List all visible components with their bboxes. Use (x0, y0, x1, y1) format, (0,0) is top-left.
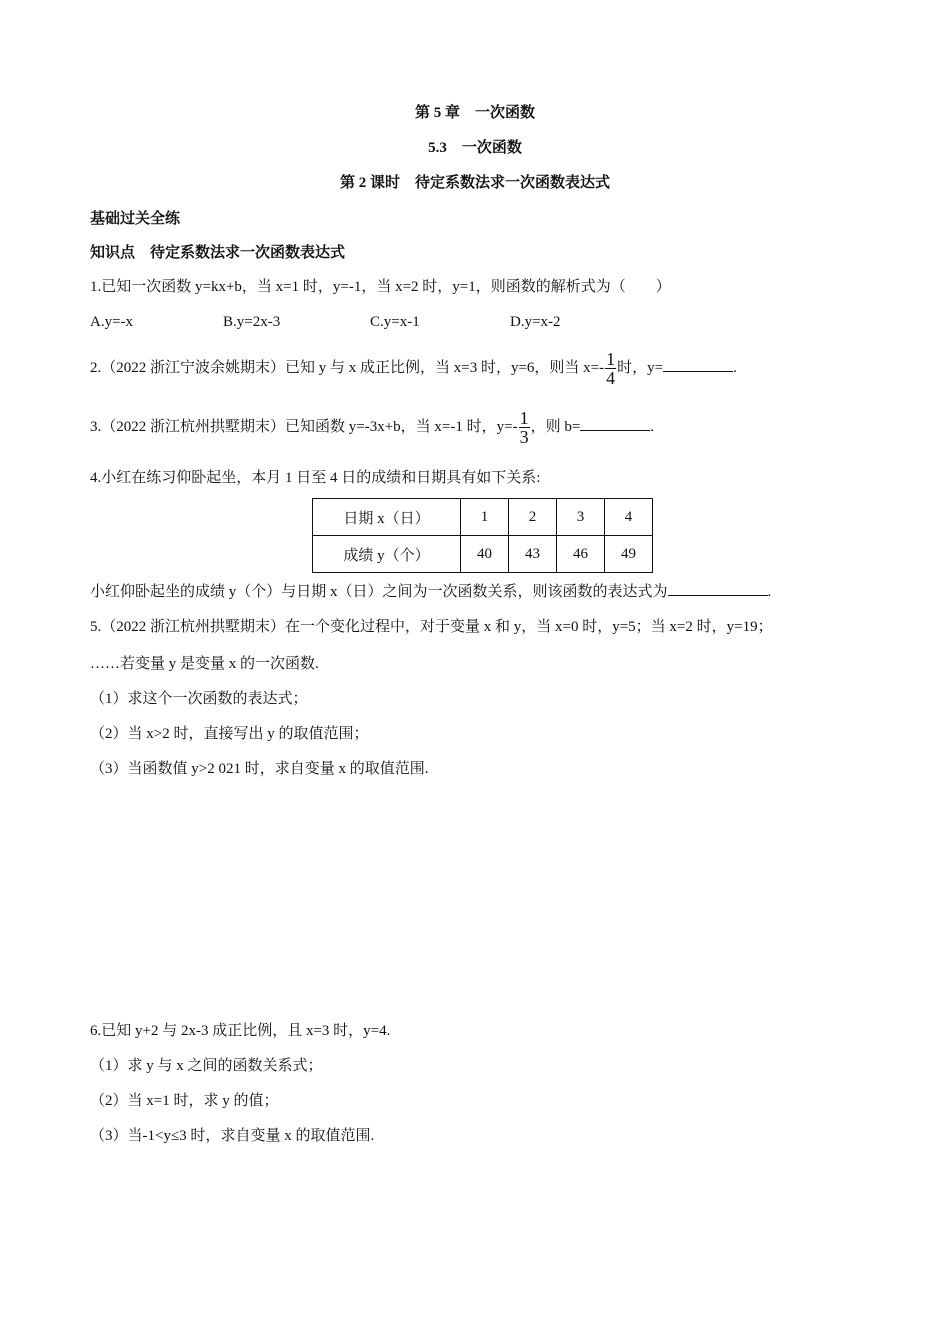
question-3-text: 3.（2022 浙江杭州拱墅期末）已知函数 y=-3x+b，当 x=-1 时，y=- (90, 419, 518, 435)
question-5-line-2: ……若变量 y 是变量 x 的一次函数. (90, 656, 319, 672)
fraction-numerator: 1 (519, 408, 529, 429)
answer-blank[interactable] (668, 581, 768, 596)
option-b: B.y=2x-3 (223, 314, 281, 330)
question-6-part-1: （1）求 y 与 x 之间的函数关系式； (90, 1058, 323, 1074)
table-cell: 2 (509, 499, 557, 536)
fraction-denominator: 3 (519, 427, 529, 448)
question-6-part-3: （3）当-1<y≤3 时，求自变量 x 的取值范围. (90, 1128, 375, 1144)
answer-blank[interactable] (663, 357, 733, 372)
question-1-stem: 1.已知一次函数 y=kx+b，当 x=1 时，y=-1，当 x=2 时，y=1，则函数的解析式为（ ） (90, 279, 671, 295)
question-1-options (90, 312, 850, 332)
question-5-part-3: （3）当函数值 y>2 021 时，求自变量 x 的取值范围. (90, 761, 429, 777)
question-6-stem: 6.已知 y+2 与 2x-3 成正比例，且 x=3 时，y=4. (90, 1023, 391, 1039)
table-cell: 46 (557, 536, 605, 573)
question-4-stem: 4.小红在练习仰卧起坐，本月 1 日至 4 日的成绩和日期具有如下关系: (90, 470, 541, 486)
answer-blank[interactable] (580, 416, 650, 431)
score-table (312, 498, 653, 573)
table-cell: 4 (605, 499, 653, 536)
option-d: D.y=x-2 (510, 314, 561, 330)
fraction (519, 409, 530, 446)
table-row (313, 499, 653, 536)
question-2-text: 2.（2022 浙江宁波余姚期末）已知 y 与 x 成正比例，当 x=3 时，y=6，则当 x=- (90, 360, 605, 376)
question-6-part-2: （2）当 x=1 时，求 y 的值； (90, 1093, 279, 1109)
lesson-title: 第 2 课时 待定系数法求一次函数表达式 (339, 175, 610, 191)
question-5-part-2: （2）当 x>2 时，直接写出 y 的取值范围； (90, 726, 369, 742)
fraction (605, 350, 616, 387)
table-cell: 3 (557, 499, 605, 536)
knowledge-point: 知识点 待定系数法求一次函数表达式 (90, 245, 346, 261)
table-cell: 49 (605, 536, 653, 573)
table-cell: 40 (461, 536, 509, 573)
question-3 (90, 409, 654, 446)
table-row (313, 536, 653, 573)
option-c: C.y=x-1 (370, 314, 420, 330)
question-2-end: . (733, 360, 737, 376)
option-a: A.y=-x (90, 314, 134, 330)
question-2 (90, 350, 737, 387)
table-cell: 43 (509, 536, 557, 573)
question-4-end: . (767, 584, 772, 600)
fraction-numerator: 1 (606, 349, 616, 370)
question-5-part-1: （1）求这个一次函数的表达式； (90, 691, 308, 707)
chapter-title: 第 5 章 一次函数 (414, 105, 535, 121)
section-title: 5.3 一次函数 (428, 140, 522, 156)
question-4-after (90, 581, 771, 602)
fraction-denominator: 4 (606, 368, 616, 389)
question-2-text-2: 时，y= (617, 360, 664, 376)
table-cell: 1 (461, 499, 509, 536)
question-3-end: . (650, 419, 655, 435)
question-5-line-1: 5.（2022 浙江杭州拱墅期末）在一个变化过程中，对于变量 x 和 y，当 x=0 时，y=5；当 x=2 时，y=19； (90, 619, 773, 635)
table-header-cell: 日期 x（日） (313, 499, 461, 536)
practice-title: 基础过关全练 (90, 211, 181, 227)
question-4-text: 小红仰卧起坐的成绩 y（个）与日期 x（日）之间为一次函数关系，则该函数的表达式为 (90, 584, 668, 600)
table-header-cell: 成绩 y（个） (313, 536, 461, 573)
question-3-text-2: ，则 b= (530, 419, 581, 435)
